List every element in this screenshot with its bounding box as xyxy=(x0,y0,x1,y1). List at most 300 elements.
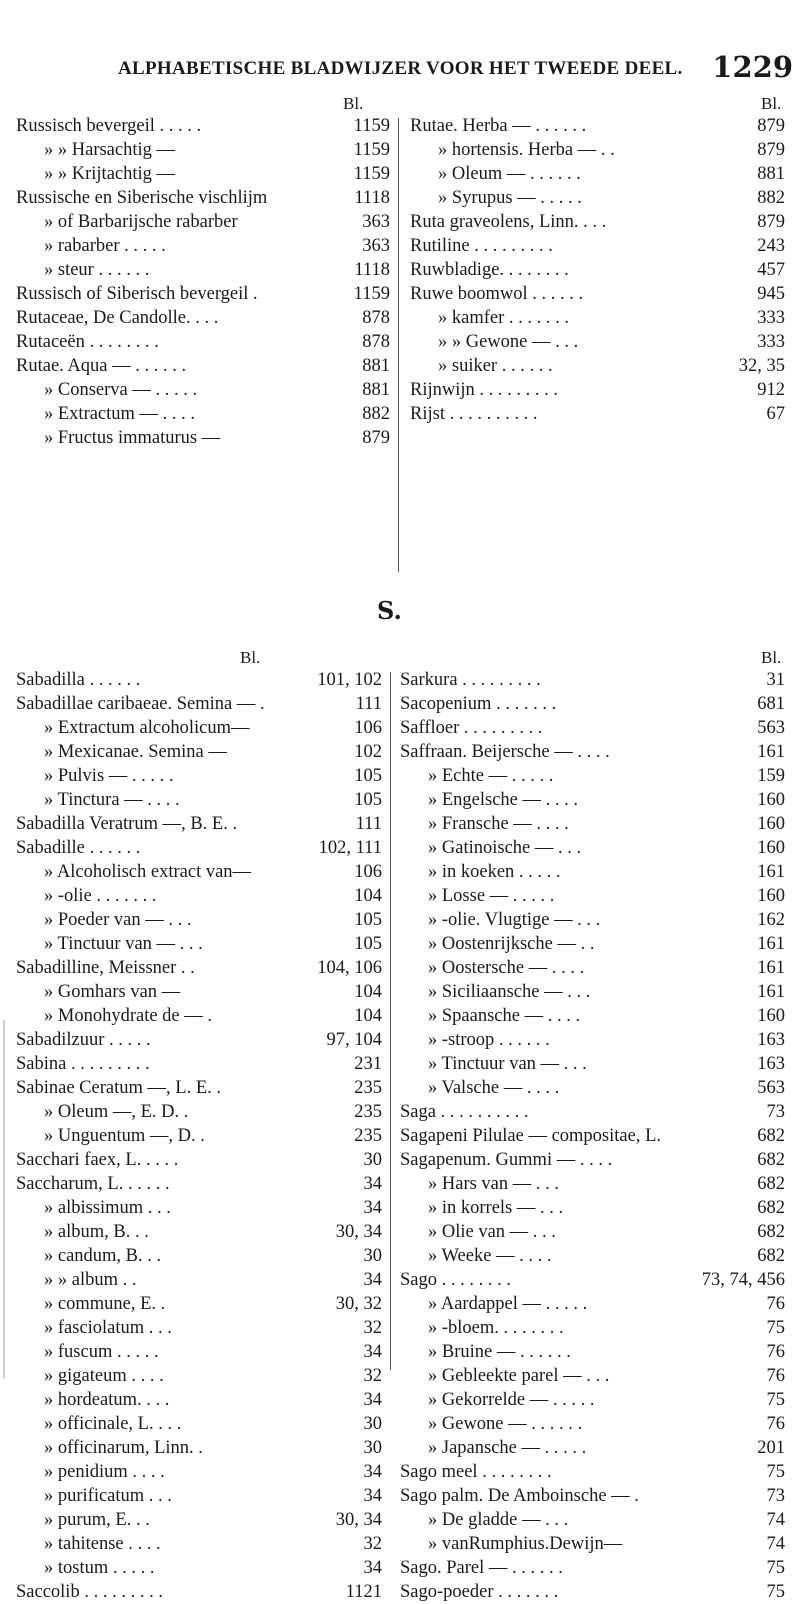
index-entry xyxy=(16,114,390,138)
index-entry xyxy=(400,1196,785,1220)
index-entry xyxy=(16,692,382,716)
index-entry xyxy=(16,956,382,980)
entry-term: » gigateum . . . . xyxy=(44,1366,164,1386)
entry-page-ref: 105 xyxy=(354,910,382,930)
column-divider-bottom xyxy=(390,672,391,1370)
entry-page-ref: 30 xyxy=(363,1246,382,1266)
entry-page-ref: 34 xyxy=(363,1390,382,1410)
entry-term: Russische en Siberische vischlijm xyxy=(16,188,268,208)
index-entry xyxy=(400,1532,785,1556)
index-entry xyxy=(16,426,390,450)
index-entry xyxy=(400,1244,785,1268)
index-entry xyxy=(16,138,390,162)
index-entry xyxy=(16,908,382,932)
index-entry xyxy=(400,788,785,812)
index-entry xyxy=(400,1460,785,1484)
entry-page-ref: 30 xyxy=(363,1414,382,1434)
entry-term: Sago . . . . . . . . xyxy=(400,1270,511,1290)
column-label-top-right: Bl. xyxy=(761,94,782,113)
entry-term: » Gewone — . . . . . . xyxy=(428,1414,583,1434)
entry-page-ref: 76 xyxy=(766,1366,785,1386)
entry-term: » Gebleekte parel — . . . xyxy=(428,1366,610,1386)
entry-term: » in korrels — . . . xyxy=(428,1198,564,1218)
entry-term: Russisch of Siberisch bevergeil . xyxy=(16,284,258,304)
index-entry xyxy=(400,1436,785,1460)
entry-page-ref: 882 xyxy=(757,188,785,208)
index-entry xyxy=(400,1388,785,1412)
entry-term: Rutae. Aqua — . . . . . . xyxy=(16,356,187,376)
index-entry xyxy=(16,258,390,282)
index-entry xyxy=(16,1004,382,1028)
entry-page-ref: 76 xyxy=(766,1342,785,1362)
entry-term: » -olie . . . . . . . xyxy=(44,886,157,906)
entry-term: » -stroop . . . . . . xyxy=(428,1030,550,1050)
entry-term: » Engelsche — . . . . xyxy=(428,790,579,810)
entry-page-ref: 235 xyxy=(354,1102,382,1122)
index-entry xyxy=(16,1484,382,1508)
index-entry xyxy=(16,836,382,860)
index-entry xyxy=(16,1052,382,1076)
index-entry xyxy=(16,1268,382,1292)
entry-term: » Bruine — . . . . . . xyxy=(428,1342,571,1362)
entry-term: Sagapeni Pilulae — compositae, L. xyxy=(400,1126,661,1146)
index-entry xyxy=(16,1364,382,1388)
index-entry xyxy=(16,210,390,234)
entry-term: » purificatum . . . xyxy=(44,1486,172,1506)
index-entry xyxy=(16,1316,382,1340)
index-entry xyxy=(410,354,785,378)
entry-page-ref: 879 xyxy=(362,428,390,448)
entry-term: » Poeder van — . . . xyxy=(44,910,192,930)
index-entry xyxy=(16,932,382,956)
entry-page-ref: 102, 111 xyxy=(318,838,382,858)
section-letter: S. xyxy=(377,596,402,625)
entry-term: » Tinctuur van — . . . xyxy=(44,934,203,954)
entry-page-ref: 105 xyxy=(354,934,382,954)
entry-page-ref: 34 xyxy=(363,1558,382,1578)
entry-term: » penidium . . . . xyxy=(44,1462,165,1482)
entry-term: » Gatinoische — . . . xyxy=(428,838,582,858)
entry-term: Sacchari faex, L. . . . . xyxy=(16,1150,179,1170)
entry-page-ref: 104 xyxy=(354,886,382,906)
entry-page-ref: 1118 xyxy=(354,260,390,280)
entry-page-ref: 682 xyxy=(757,1126,785,1146)
index-entry xyxy=(16,980,382,1004)
entry-page-ref: 878 xyxy=(362,308,390,328)
entry-term: » suiker . . . . . . xyxy=(438,356,553,376)
entry-page-ref: 97, 104 xyxy=(326,1030,382,1050)
entry-page-ref: 363 xyxy=(362,212,390,232)
index-entry xyxy=(16,1172,382,1196)
entry-page-ref: 457 xyxy=(757,260,785,280)
index-entry xyxy=(410,378,785,402)
entry-term: » Tinctura — . . . . xyxy=(44,790,180,810)
entry-page-ref: 682 xyxy=(757,1174,785,1194)
index-entry xyxy=(16,1556,382,1580)
entry-term: » fuscum . . . . . xyxy=(44,1342,159,1362)
index-entry xyxy=(16,884,382,908)
index-entry xyxy=(16,162,390,186)
index-entry xyxy=(400,1100,785,1124)
index-entry xyxy=(16,354,390,378)
entry-page-ref: 243 xyxy=(757,236,785,256)
index-entry xyxy=(400,1172,785,1196)
entry-page-ref: 881 xyxy=(362,356,390,376)
entry-term: Ruwe boomwol . . . . . . xyxy=(410,284,584,304)
index-entry xyxy=(400,908,785,932)
index-entry xyxy=(400,1364,785,1388)
index-entry xyxy=(400,1556,785,1580)
entry-page-ref: 1159 xyxy=(353,164,390,184)
index-entry xyxy=(410,330,785,354)
entry-term: Saffraan. Beijersche — . . . . xyxy=(400,742,610,762)
index-entry xyxy=(400,884,785,908)
entry-term: Sacopenium . . . . . . . xyxy=(400,694,557,714)
entry-page-ref: 104 xyxy=(354,982,382,1002)
entry-term: » Mexicanae. Semina — xyxy=(44,742,227,762)
index-entry xyxy=(16,402,390,426)
entry-term: » fasciolatum . . . xyxy=(44,1318,172,1338)
entry-term: » hordeatum. . . . xyxy=(44,1390,170,1410)
column-label-bottom-left: Bl. xyxy=(240,648,261,667)
entry-term: » » Gewone — . . . xyxy=(438,332,579,352)
entry-term: » Spaansche — . . . . xyxy=(428,1006,581,1026)
entry-page-ref: 34 xyxy=(363,1462,382,1482)
entry-term: » Aardappel — . . . . . xyxy=(428,1294,588,1314)
index-entry xyxy=(410,138,785,162)
index-entry xyxy=(16,1292,382,1316)
entry-page-ref: 163 xyxy=(757,1054,785,1074)
entry-term: Ruta graveolens, Linn. . . . xyxy=(410,212,607,232)
entry-term: Sabina . . . . . . . . . xyxy=(16,1054,150,1074)
entry-page-ref: 32 xyxy=(363,1366,382,1386)
index-entry xyxy=(410,210,785,234)
index-entry xyxy=(16,282,390,306)
index-entry xyxy=(400,716,785,740)
entry-term: » Tinctuur van — . . . xyxy=(428,1054,587,1074)
entry-page-ref: 161 xyxy=(757,982,785,1002)
index-entry xyxy=(400,1124,785,1148)
entry-page-ref: 1159 xyxy=(353,140,390,160)
entry-term: » Monohydrate de — . xyxy=(44,1006,213,1026)
index-entry xyxy=(410,402,785,426)
entry-term: » -bloem. . . . . . . . xyxy=(428,1318,564,1338)
entry-term: » » Krijtachtig — xyxy=(44,164,176,184)
entry-page-ref: 881 xyxy=(362,380,390,400)
entry-page-ref: 73, 74, 456 xyxy=(701,1270,785,1290)
entry-term: » Oleum — . . . . . . xyxy=(438,164,581,184)
index-entry xyxy=(410,258,785,282)
index-entry xyxy=(16,378,390,402)
index-entry xyxy=(400,1292,785,1316)
entry-page-ref: 73 xyxy=(766,1486,785,1506)
index-entry xyxy=(400,1580,785,1604)
page-number: 1229 xyxy=(712,50,793,84)
entry-page-ref: 682 xyxy=(757,1150,785,1170)
entry-term: Sago meel . . . . . . . . xyxy=(400,1462,552,1482)
entry-term: » Siciliaansche — . . . xyxy=(428,982,591,1002)
index-entry xyxy=(400,1028,785,1052)
index-entry xyxy=(400,1508,785,1532)
index-entry xyxy=(400,980,785,1004)
entry-page-ref: 67 xyxy=(766,404,785,424)
entry-term: » commune, E. . xyxy=(44,1294,166,1314)
running-title: ALPHABETISCHE BLADWIJZER VOOR HET TWEEDE DEEL. xyxy=(118,58,683,79)
entry-page-ref: 912 xyxy=(757,380,785,400)
entry-page-ref: 333 xyxy=(757,332,785,352)
entry-page-ref: 201 xyxy=(757,1438,785,1458)
entry-page-ref: 1159 xyxy=(353,116,390,136)
entry-term: Ruwbladige. . . . . . . . xyxy=(410,260,569,280)
index-entry xyxy=(16,764,382,788)
index-entry xyxy=(16,186,390,210)
column-label-bottom-right: Bl. xyxy=(761,648,782,667)
entry-term: Sabadille . . . . . . xyxy=(16,838,141,858)
index-entry xyxy=(400,1316,785,1340)
entry-page-ref: 30, 34 xyxy=(335,1222,382,1242)
entry-term: » officinale, L. . . . xyxy=(44,1414,182,1434)
index-entry xyxy=(400,740,785,764)
entry-page-ref: 682 xyxy=(757,1246,785,1266)
entry-page-ref: 1159 xyxy=(353,284,390,304)
index-entry xyxy=(16,716,382,740)
entry-term: Saccolib . . . . . . . . . xyxy=(16,1582,163,1602)
index-entry xyxy=(400,860,785,884)
index-entry xyxy=(16,1220,382,1244)
entry-page-ref: 563 xyxy=(757,1078,785,1098)
entry-page-ref: 235 xyxy=(354,1078,382,1098)
entry-term: » vanRumphius.Dewijn— xyxy=(428,1534,623,1554)
entry-term: » Oostenrijksche — . . xyxy=(428,934,595,954)
index-entry xyxy=(400,668,785,692)
page-header xyxy=(28,50,793,96)
entry-term: » of Barbarijsche rabarber xyxy=(44,212,238,232)
entry-page-ref: 333 xyxy=(757,308,785,328)
entry-term: » » album . . xyxy=(44,1270,137,1290)
entry-term: » in koeken . . . . . xyxy=(428,862,561,882)
entry-page-ref: 30, 34 xyxy=(335,1510,382,1530)
entry-page-ref: 74 xyxy=(766,1534,785,1554)
entry-page-ref: 161 xyxy=(757,742,785,762)
entry-term: » kamfer . . . . . . . xyxy=(438,308,570,328)
entry-term: » hortensis. Herba — . . xyxy=(438,140,615,160)
index-entry xyxy=(410,114,785,138)
index-entry xyxy=(400,1004,785,1028)
entry-page-ref: 235 xyxy=(354,1126,382,1146)
entry-page-ref: 102 xyxy=(354,742,382,762)
entry-page-ref: 682 xyxy=(757,1222,785,1242)
entry-page-ref: 161 xyxy=(757,934,785,954)
entry-term: Sabadilline, Meissner . . xyxy=(16,958,195,978)
entry-term: Sabadilla . . . . . . xyxy=(16,670,141,690)
entry-page-ref: 111 xyxy=(355,814,382,834)
index-entry xyxy=(16,306,390,330)
entry-page-ref: 75 xyxy=(766,1582,785,1602)
column-divider-top xyxy=(398,118,399,572)
entry-page-ref: 111 xyxy=(355,694,382,714)
entry-term: » Unguentum —, D. . xyxy=(44,1126,205,1146)
entry-page-ref: 106 xyxy=(354,862,382,882)
entry-page-ref: 30 xyxy=(363,1438,382,1458)
index-entry xyxy=(16,1100,382,1124)
index-entry xyxy=(400,1220,785,1244)
entry-term: » Fructus immaturus — xyxy=(44,428,221,448)
entry-term: Saccharum, L. . . . . . xyxy=(16,1174,170,1194)
entry-term: » Oleum —, E. D. . xyxy=(44,1102,189,1122)
index-entry xyxy=(400,1484,785,1508)
entry-term: » Extractum alcoholicum— xyxy=(44,718,250,738)
entry-term: » Gomhars van — xyxy=(44,982,181,1002)
entry-page-ref: 879 xyxy=(757,116,785,136)
entry-term: » tahitense . . . . xyxy=(44,1534,161,1554)
entry-term: Rijnwijn . . . . . . . . . xyxy=(410,380,559,400)
entry-term: » Alcoholisch extract van— xyxy=(44,862,252,882)
entry-page-ref: 160 xyxy=(757,790,785,810)
index-entry xyxy=(16,1436,382,1460)
entry-term: Rutae. Herba — . . . . . . xyxy=(410,116,587,136)
entry-term: Sago-poeder . . . . . . . xyxy=(400,1582,559,1602)
entry-page-ref: 106 xyxy=(354,718,382,738)
entry-term: Rutaceae, De Candolle. . . . xyxy=(16,308,219,328)
entry-term: Rijst . . . . . . . . . . xyxy=(410,404,538,424)
entry-page-ref: 75 xyxy=(766,1558,785,1578)
index-entry xyxy=(400,692,785,716)
index-entry xyxy=(400,1340,785,1364)
entry-page-ref: 878 xyxy=(362,332,390,352)
index-entry xyxy=(16,1148,382,1172)
entry-term: Sabadillae caribaeae. Semina — . xyxy=(16,694,265,714)
entry-page-ref: 32 xyxy=(363,1318,382,1338)
index-entry xyxy=(400,1052,785,1076)
index-entry xyxy=(16,860,382,884)
entry-term: » -olie. Vlugtige — . . . xyxy=(428,910,601,930)
index-entry xyxy=(410,306,785,330)
entry-term: » purum, E. . . xyxy=(44,1510,150,1530)
entry-page-ref: 231 xyxy=(354,1054,382,1074)
entry-page-ref: 945 xyxy=(757,284,785,304)
entry-term: » Japansche — . . . . . xyxy=(428,1438,587,1458)
entry-term: Saga . . . . . . . . . . xyxy=(400,1102,529,1122)
index-entry xyxy=(16,234,390,258)
entry-page-ref: 34 xyxy=(363,1198,382,1218)
entry-page-ref: 160 xyxy=(757,838,785,858)
entry-page-ref: 74 xyxy=(766,1510,785,1530)
entry-page-ref: 30, 32 xyxy=(335,1294,382,1314)
index-entry xyxy=(16,1124,382,1148)
entry-term: Sarkura . . . . . . . . . xyxy=(400,670,541,690)
index-entry xyxy=(16,330,390,354)
entry-term: » Conserva — . . . . . xyxy=(44,380,198,400)
index-entry xyxy=(410,162,785,186)
index-entry xyxy=(400,764,785,788)
entry-term: Sagapenum. Gummi — . . . . xyxy=(400,1150,613,1170)
index-entry xyxy=(16,1532,382,1556)
index-entry xyxy=(16,1028,382,1052)
entry-page-ref: 161 xyxy=(757,958,785,978)
entry-term: » Syrupus — . . . . . xyxy=(438,188,582,208)
entry-page-ref: 160 xyxy=(757,814,785,834)
entry-page-ref: 161 xyxy=(757,862,785,882)
entry-page-ref: 104, 106 xyxy=(317,958,382,978)
entry-page-ref: 75 xyxy=(766,1318,785,1338)
entry-page-ref: 105 xyxy=(354,766,382,786)
entry-page-ref: 75 xyxy=(766,1462,785,1482)
entry-term: » Fransche — . . . . xyxy=(428,814,569,834)
index-entry xyxy=(16,1340,382,1364)
index-entry xyxy=(410,186,785,210)
index-entry xyxy=(16,1196,382,1220)
index-entry xyxy=(16,1412,382,1436)
entry-term: Sabadilzuur . . . . . xyxy=(16,1030,151,1050)
index-entry xyxy=(400,956,785,980)
entry-page-ref: 159 xyxy=(757,766,785,786)
entry-term: » albissimum . . . xyxy=(44,1198,171,1218)
index-entry xyxy=(16,1508,382,1532)
entry-page-ref: 163 xyxy=(757,1030,785,1050)
entry-page-ref: 681 xyxy=(757,694,785,714)
entry-page-ref: 76 xyxy=(766,1414,785,1434)
page-edge-shadow xyxy=(3,1020,5,1379)
entry-page-ref: 75 xyxy=(766,1390,785,1410)
entry-term: » De gladde — . . . xyxy=(428,1510,569,1530)
entry-term: Sabinae Ceratum —, L. E. . xyxy=(16,1078,221,1098)
entry-page-ref: 34 xyxy=(363,1270,382,1290)
index-entry xyxy=(16,1460,382,1484)
entry-page-ref: 160 xyxy=(757,886,785,906)
entry-term: Sago. Parel — . . . . . . xyxy=(400,1558,563,1578)
entry-page-ref: 879 xyxy=(757,212,785,232)
entry-term: Rutaceën . . . . . . . . xyxy=(16,332,159,352)
entry-term: Rutiline . . . . . . . . . xyxy=(410,236,553,256)
entry-term: » officinarum, Linn. . xyxy=(44,1438,203,1458)
entry-page-ref: 881 xyxy=(757,164,785,184)
entry-page-ref: 104 xyxy=(354,1006,382,1026)
entry-page-ref: 34 xyxy=(363,1174,382,1194)
column-label-top-left: Bl. xyxy=(343,94,364,113)
entry-page-ref: 34 xyxy=(363,1486,382,1506)
entry-term: » Pulvis — . . . . . xyxy=(44,766,174,786)
entry-term: » Losse — . . . . . xyxy=(428,886,555,906)
entry-term: » candum, B. . . xyxy=(44,1246,162,1266)
entry-page-ref: 882 xyxy=(362,404,390,424)
entry-term: » tostum . . . . . xyxy=(44,1558,155,1578)
index-entry xyxy=(16,1244,382,1268)
index-entry xyxy=(400,932,785,956)
entry-term: » Hars van — . . . xyxy=(428,1174,560,1194)
entry-page-ref: 105 xyxy=(354,790,382,810)
entry-page-ref: 1118 xyxy=(354,188,390,208)
entry-page-ref: 363 xyxy=(362,236,390,256)
entry-page-ref: 1121 xyxy=(345,1582,382,1602)
entry-term: Saffloer . . . . . . . . . xyxy=(400,718,543,738)
entry-page-ref: 34 xyxy=(363,1342,382,1362)
entry-term: » Echte — . . . . . xyxy=(428,766,554,786)
entry-page-ref: 76 xyxy=(766,1294,785,1314)
index-entry xyxy=(410,234,785,258)
index-entry xyxy=(400,1412,785,1436)
entry-page-ref: 32, 35 xyxy=(738,356,785,376)
entry-page-ref: 31 xyxy=(766,670,785,690)
index-entry xyxy=(400,1268,785,1292)
entry-page-ref: 101, 102 xyxy=(317,670,382,690)
index-entry xyxy=(400,1076,785,1100)
entry-term: » Extractum — . . . . xyxy=(44,404,196,424)
index-entry xyxy=(16,1388,382,1412)
entry-term: Sabadilla Veratrum —, B. E. . xyxy=(16,814,238,834)
entry-page-ref: 563 xyxy=(757,718,785,738)
index-entry xyxy=(400,836,785,860)
index-entry xyxy=(16,788,382,812)
